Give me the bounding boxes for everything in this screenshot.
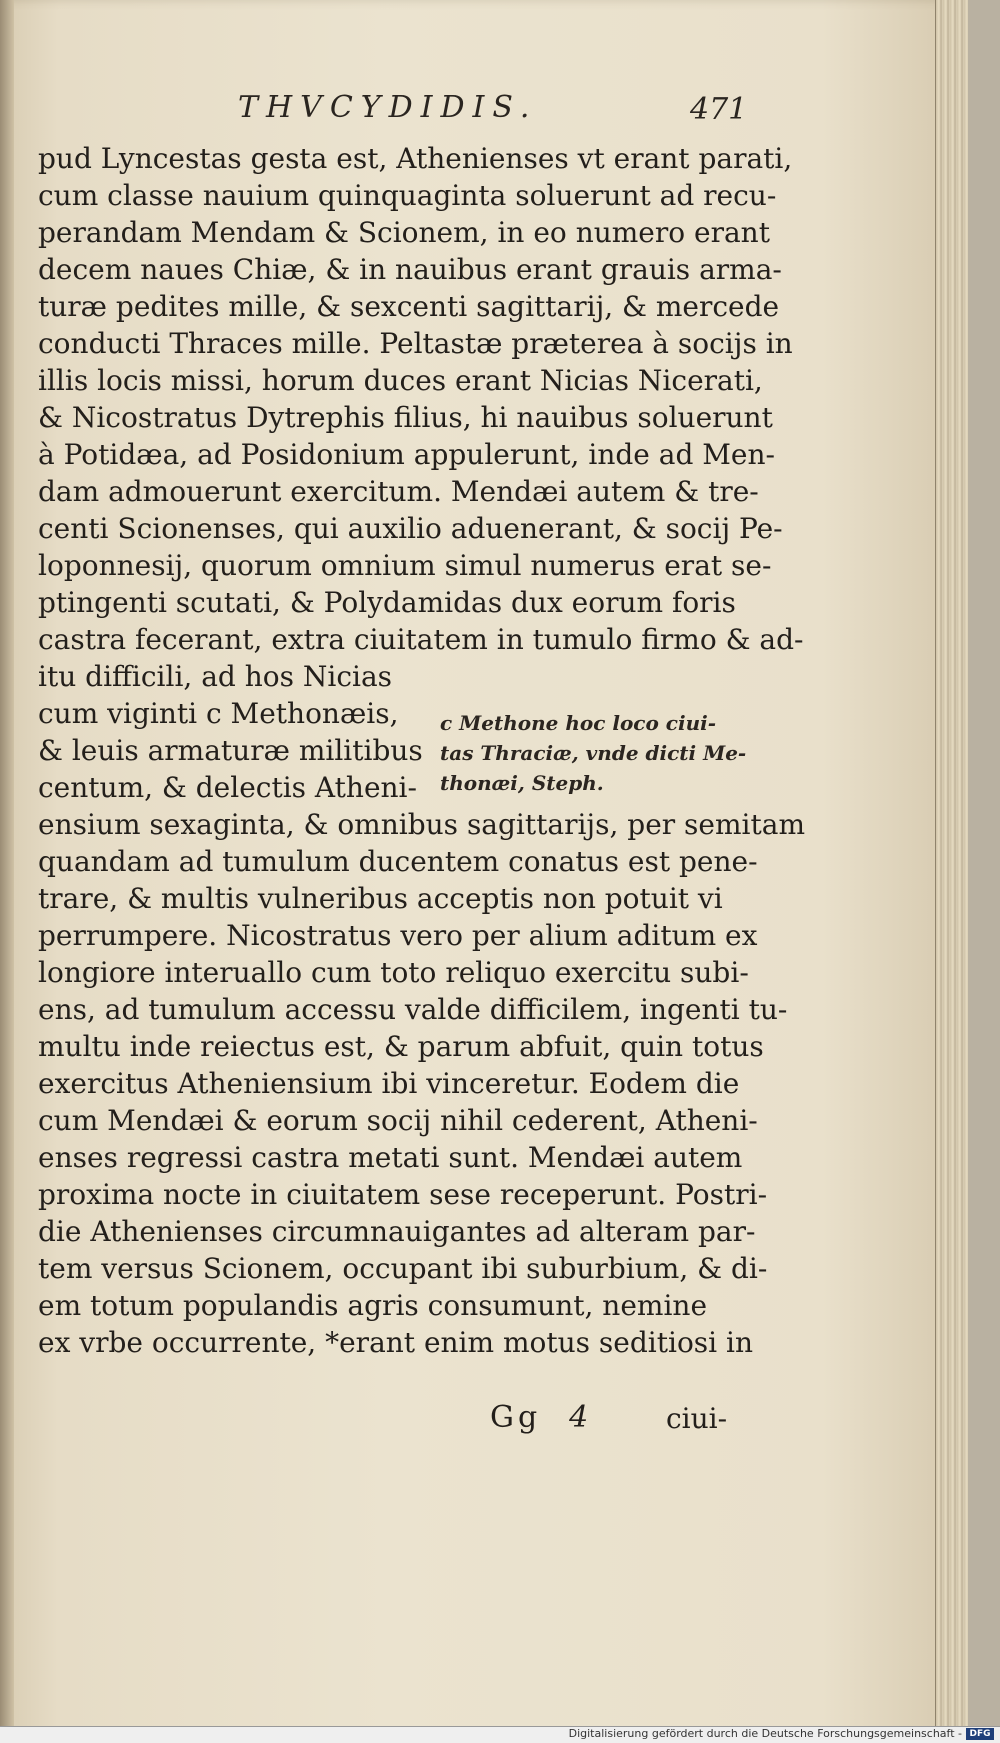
text-line: multu inde reiectus est, & parum abfuit, quin totus — [38, 1030, 764, 1063]
signature-number: 4 — [569, 1400, 593, 1435]
text-line: die Athenienses circumnauigantes ad alteram par- — [38, 1215, 756, 1248]
text-line: ex vrbe occurrente, *erant enim motus seditiosi in — [38, 1326, 754, 1359]
text-line: centi Scionenses, qui auxilio aduenerant, & socij Pe- — [38, 512, 783, 545]
text-line: castra fecerant, extra ciuitatem in tumulo firmo & ad- — [38, 623, 804, 656]
text-line: ptingenti scutati, & Polydamidas dux eorum foris — [38, 586, 736, 619]
catchword: ciui- — [666, 1402, 728, 1435]
text-line: dam admouerunt exercitum. Mendæi autem & tre- — [38, 475, 759, 508]
text-line: enses regressi castra metati sunt. Mendæi autem — [38, 1141, 743, 1174]
signature-letters: Gg — [490, 1400, 542, 1435]
signature-mark — [490, 1400, 592, 1435]
page-edge — [935, 0, 968, 1742]
running-head: THVCYDIDIS. — [238, 90, 538, 125]
note-line: thonæi, Steph. — [440, 771, 604, 795]
text-line: centum, & delectis Atheni- — [38, 771, 417, 804]
text-line: proxima nocte in ciuitatem sese receperunt. Postri- — [38, 1178, 768, 1211]
text-line: itu difficili, ad hos Nicias — [38, 660, 393, 693]
text-line: perrumpere. Nicostratus vero per alium aditum ex — [38, 919, 758, 952]
text-line: em totum populandis agris consumunt, nemine — [38, 1289, 708, 1322]
text-line: turæ pedites mille, & sexcenti sagittarij, & mercede — [38, 290, 780, 323]
text-line: quandam ad tumulum ducentem conatus est pene- — [38, 845, 758, 878]
note-line: c Methone hoc loco ciui- — [440, 711, 717, 735]
text-line: cum Mendæi & eorum socij nihil cederent, Atheni- — [38, 1104, 758, 1137]
page-number: 471 — [690, 92, 748, 127]
text-line: ens, ad tumulum accessu valde difficilem, ingenti tu- — [38, 993, 788, 1026]
dfg-logo-icon: DFG — [966, 1728, 994, 1740]
binding-gutter — [0, 0, 14, 1742]
text-line: illis locis missi, horum duces erant Nicias Nicerati, — [38, 364, 763, 397]
text-line: tem versus Scionem, occupant ibi suburbium, & di- — [38, 1252, 768, 1285]
text-line: conducti Thraces mille. Peltastæ præterea à socijs in — [38, 327, 793, 360]
text-line: cum viginti c Methonæis, — [38, 697, 399, 730]
text-line: longiore interuallo cum toto reliquo exercitu subi- — [38, 956, 749, 989]
text-line: cum classe nauium quinquaginta soluerunt ad recu- — [38, 179, 777, 212]
text-line: ensium sexaginta, & omnibus sagittarijs, per semitam — [38, 808, 805, 841]
note-line: tas Thraciæ, vnde dicti Me- — [440, 741, 747, 765]
text-line: perandam Mendam & Scionem, in eo numero erant — [38, 216, 770, 249]
text-line: à Potidæa, ad Posidonium appulerunt, inde ad Men- — [38, 438, 775, 471]
text-line: decem naues Chiæ, & in nauibus erant grauis arma- — [38, 253, 782, 286]
marginal-note — [440, 708, 770, 798]
text-line: loponnesij, quorum omnium simul numerus erat se- — [38, 549, 772, 582]
text-line: trare, & multis vulneribus acceptis non potuit vi — [38, 882, 723, 915]
text-line: exercitus Atheniensium ibi vinceretur. Eodem die — [38, 1067, 740, 1100]
text-line: & Nicostratus Dytrephis filius, hi nauibus soluerunt — [38, 401, 773, 434]
text-line: pud Lyncestas gesta est, Athenienses vt erant parati, — [38, 142, 793, 175]
digitization-credit: Digitalisierung gefördert durch die Deutsche Forschungsgemeinschaft - — [568, 1727, 962, 1740]
text-line: & leuis armaturæ militibus — [38, 734, 423, 767]
